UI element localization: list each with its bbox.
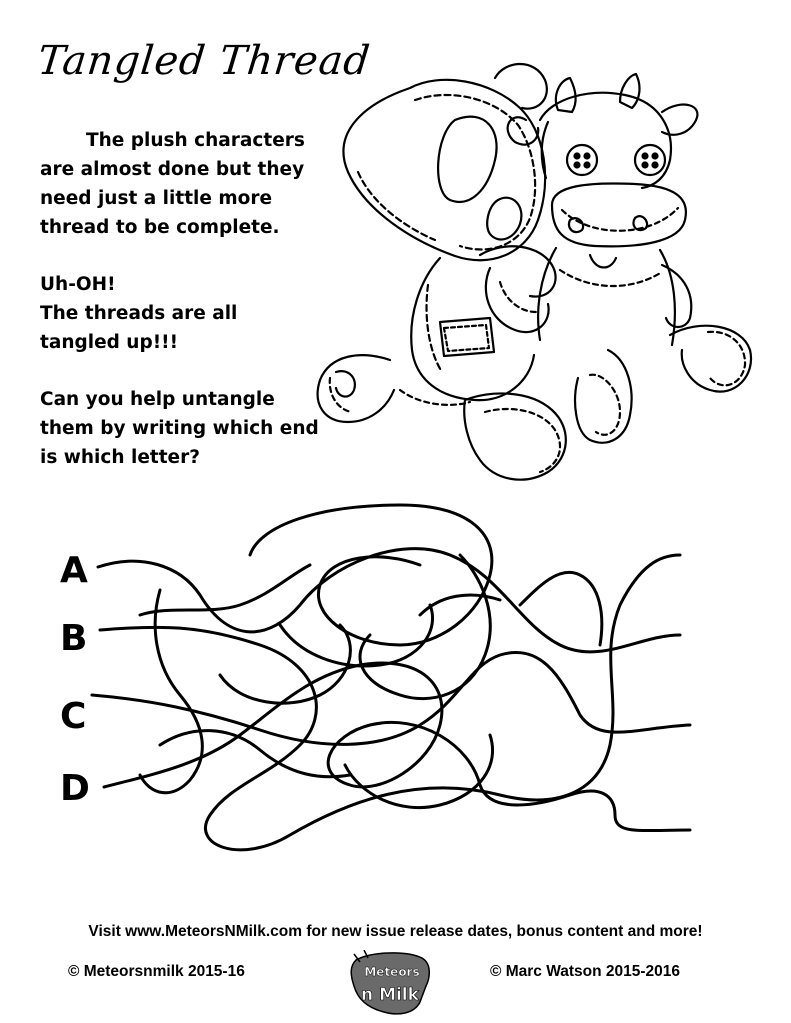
label-b: B — [60, 618, 88, 659]
page-title: Tangled Thread — [35, 38, 373, 84]
cow-plush-icon — [508, 74, 751, 443]
thread-a — [98, 549, 680, 652]
label-c: C — [60, 696, 87, 737]
tangled-thread-maze — [0, 495, 791, 875]
visit-website-text: Visit www.MeteorsNMilk.com for new issue release dates, bonus content and more! — [88, 923, 703, 940]
svg-text:Meteors: Meteors — [364, 965, 420, 979]
copyright-right: © Marc Watson 2015-2016 — [490, 963, 681, 980]
plush-characters-illustration — [290, 60, 760, 500]
tangled-line: The threads are all tangled up!!! — [40, 303, 238, 353]
svg-text:n Milk: n Milk — [361, 985, 419, 1005]
alien-plush-icon — [318, 64, 566, 480]
intro-text — [40, 126, 320, 500]
label-d: D — [60, 768, 90, 809]
uh-oh-line: Uh-OH! — [40, 274, 116, 295]
question-paragraph: Can you help untangle them by writing which end is which letter? — [40, 389, 319, 468]
label-a: A — [60, 550, 88, 591]
copyright-left: © Meteorsnmilk 2015-16 — [68, 963, 245, 980]
meteors-n-milk-logo — [350, 950, 434, 1016]
intro-paragraph: The plush characters are almost done but they need just a little more thread to be complete. — [40, 130, 305, 238]
